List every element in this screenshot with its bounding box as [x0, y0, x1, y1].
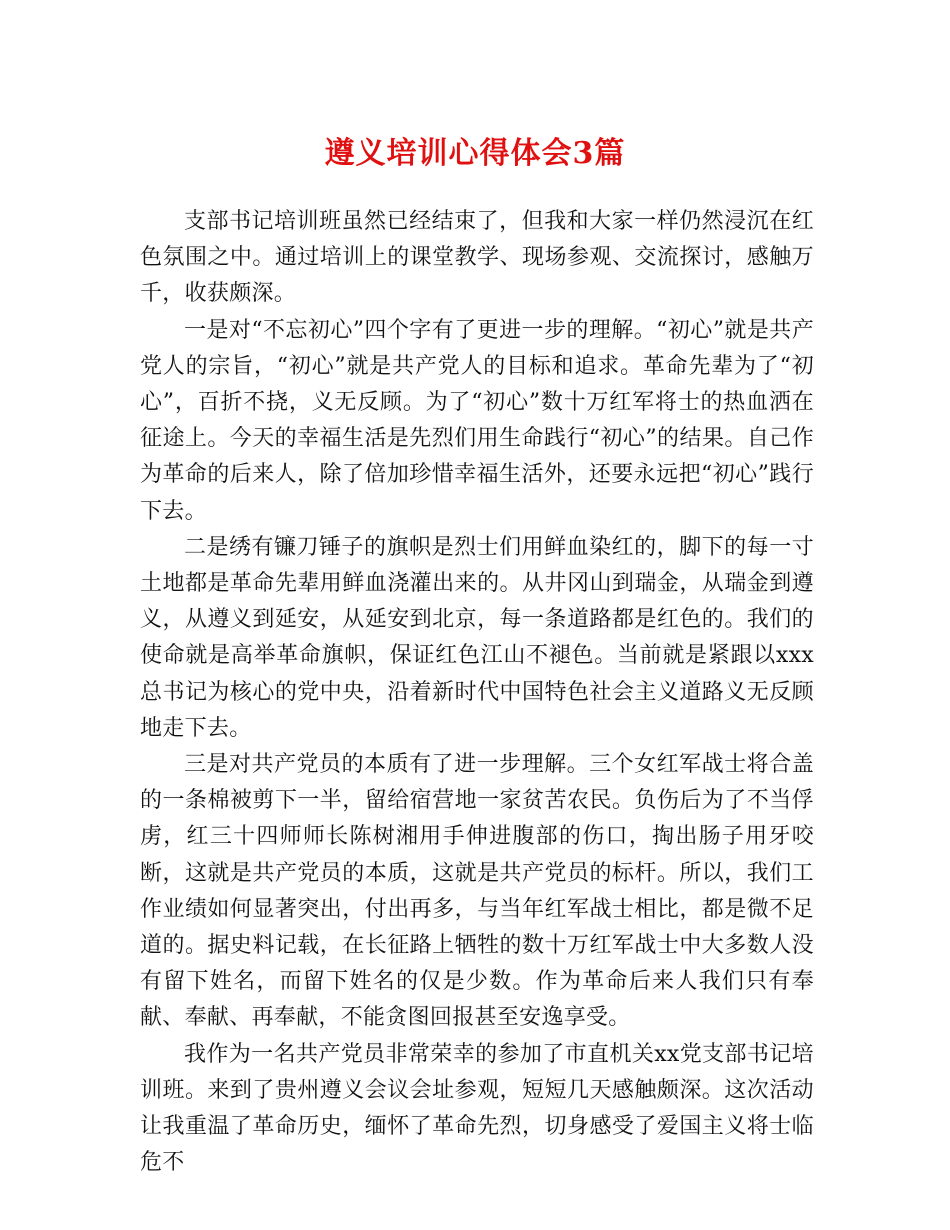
paragraph-intro: 支部书记培训班虽然已经结束了，但我和大家一样仍然浸沉在红色氛围之中。通过培训上的课堂教学、现场参观、交流探讨，感触万千，收获颇深。	[140, 209, 814, 307]
paragraph-point-one: 一是对“不忘初心”四个字有了更进一步的理解。“初心”就是共产党人的宗旨，“初心”就是共产党人的目标和追求。革命先辈为了“初心”，百折不挠，义无反顾。为了“初心”数十万红军将士的热血洒在征途上。今天的幸福生活是先烈们用生命践行“初心”的结果。自己作为革命的后来人，除了倍加珍惜幸福生活外，还要永远把“初心”践行下去。	[140, 317, 814, 524]
paragraph-point-three: 三是对共产党员的本质有了进一步理解。三个女红军战士将合盖的一条棉被剪下一半，留给宿营地一家贫苦农民。负伤后为了不当俘虏，红三十四师师长陈树湘用手伸进腹部的伤口，掏出肠子用牙咬断，这就是共产党员的本质，这就是共产党员的标杆。所以，我们工作业绩如何显著突出，付出再多，与当年红军战士相比，都是微不足道的。据史料记载，在长征路上牺牲的数十万红军战士中大多数人没有留下姓名，而留下姓名的仅是少数。作为革命后来人我们只有奉献、奉献、再奉献，不能贪图回报甚至安逸享受。	[140, 752, 814, 1031]
document-body	[140, 204, 814, 1181]
paragraph-point-two: 二是绣有镰刀锤子的旗帜是烈士们用鲜血染红的，脚下的每一寸土地都是革命先辈用鲜血浇灌出来的。从井冈山到瑞金，从瑞金到遵义，从遵义到延安，从延安到北京，每一条道路都是红色的。我们的使命就是高举革命旗帜，保证红色江山不褪色。当前就是紧跟以xxx总书记为核心的党中央，沿着新时代中国特色社会主义道路义无反顾地走下去。	[140, 534, 814, 741]
paragraph-second-essay: 我作为一名共产党员非常荣幸的参加了市直机关xx党支部书记培训班。来到了贵州遵义会议会址参观，短短几天感触颇深。这次活动让我重温了革命历史，缅怀了革命先烈，切身感受了爱国主义将士临危不	[140, 1041, 814, 1176]
document-title: 遵义培训心得体会3篇	[324, 136, 626, 171]
